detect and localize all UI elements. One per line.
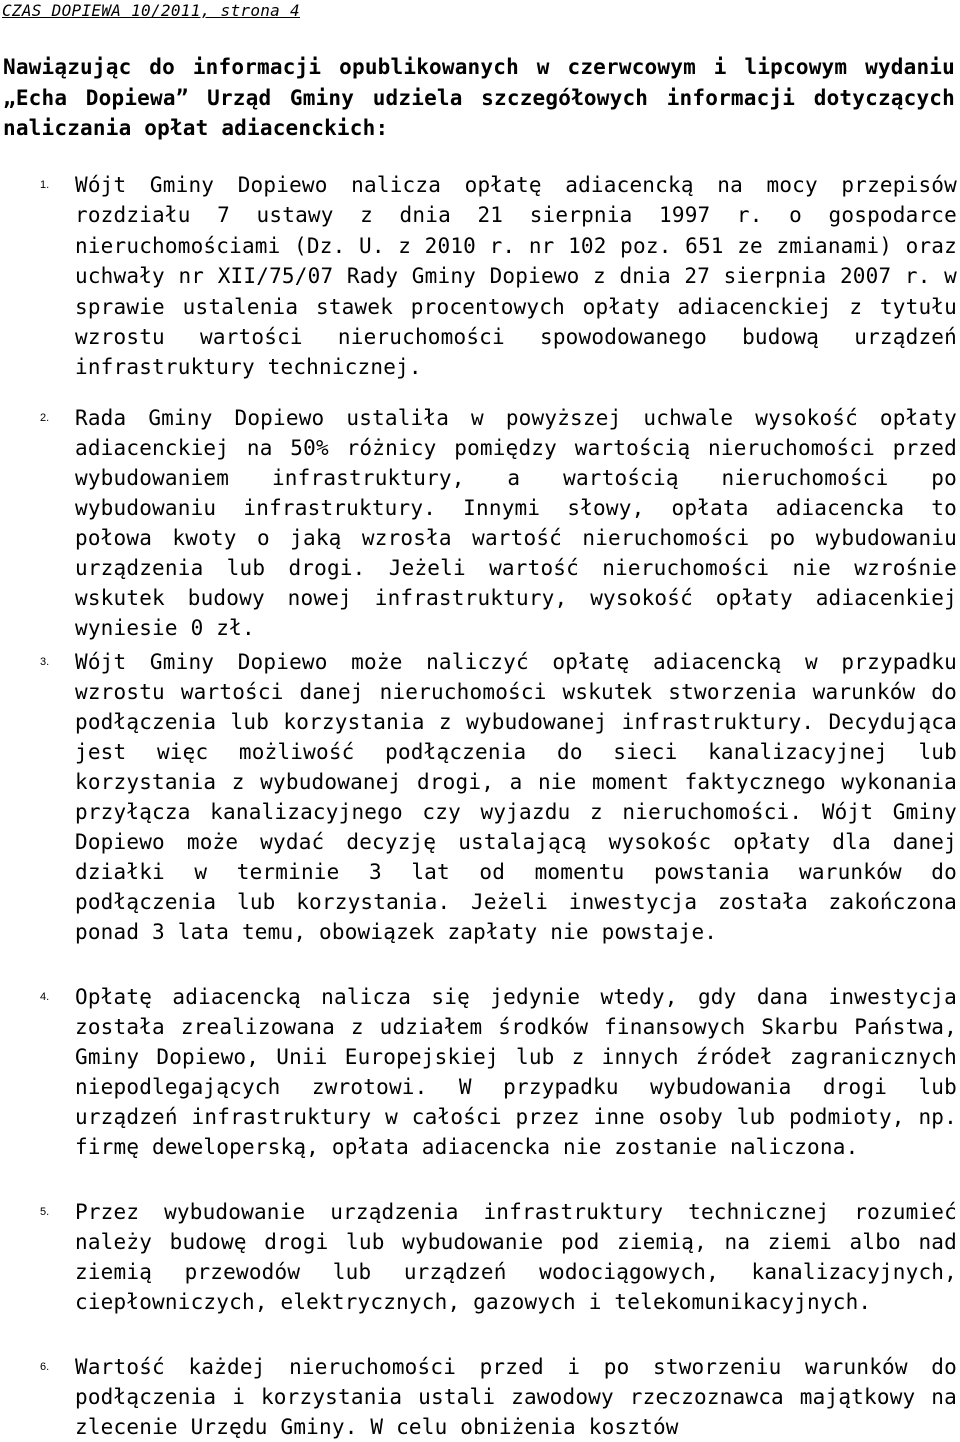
- list-item-number: 2.: [40, 412, 50, 424]
- list-item-number: 6.: [40, 1361, 50, 1373]
- numbered-list: [0, 170, 957, 1442]
- list-item-text: Rada Gminy Dopiewo ustaliła w powyższej uchwale wysokość opłaty adiacenckiej na 50% różnicy pomiędzy wartością nieruchomości przed wybudowaniem infrastruktury, a wartością nieruchomości po wybudowaniu infrastruktury. Innymi słowy, opłata adiacencka to połowa kwoty o jaką wzrosła wartość nieruchomości po wybudowaniu urządzenia lub drogi. Jeżeli wartość nieruchomości nie wzrośnie wskutek budowy nowej infrastruktury, wysokość opłaty adiacenkiej wyniesie 0 zł.: [75, 406, 957, 640]
- list-item: [0, 1352, 957, 1442]
- list-item-text: Wartość każdej nieruchomości przed i po stworzeniu warunków do podłączenia i korzystania ustali zawodowy rzeczoznawca majątkowy na zlecenie Urzędu Gminy. W celu obniżenia kosztów: [75, 1355, 957, 1439]
- list-item: [0, 1197, 957, 1352]
- page-header: CZAS DOPIEWA 10/2011, strona 4: [2, 1, 300, 20]
- list-item-number: 5.: [40, 1206, 50, 1218]
- list-item-text: Przez wybudowanie urządzenia infrastruktury technicznej rozumieć należy budowę drogi lub wybudowanie pod ziemią, na ziemi albo nad ziemią przewodów lub urządzeń wodociągowych, kanalizacyjnych, ciepłowniczych, elektrycznych, gazowych i telekomunikacyjnych.: [75, 1200, 957, 1314]
- list-item-text: Opłatę adiacencką nalicza się jedynie wtedy, gdy dana inwestycja została zrealizowana z udziałem środków finansowych Skarbu Państwa, Gminy Dopiewo, Unii Europejskiej lub z innych źródeł zagranicznych niepodlegających zwrotowi. W przypadku wybudowania drogi lub urządzeń infrastruktury w całości przez inne osoby lub podmioty, np. firmę deweloperską, opłata adiacencka nie zostanie naliczona.: [75, 985, 957, 1159]
- list-item: [0, 982, 957, 1197]
- list-item: [0, 647, 957, 982]
- list-item: [0, 170, 957, 403]
- list-item-number: 3.: [40, 656, 50, 668]
- list-item-number: 1.: [40, 179, 50, 191]
- list-item-text: Wójt Gminy Dopiewo nalicza opłatę adiacencką na mocy przepisów rozdziału 7 ustawy z dnia 21 sierpnia 1997 r. o gospodarce nieruchomościami (Dz. U. z 2010 r. nr 102 poz. 651 ze zmianami) oraz uchwały nr XII/75/07 Rady Gminy Dopiewo z dnia 27 sierpnia 2007 r. w sprawie ustalenia stawek procentowych opłaty adiacenckiej z tytułu wzrostu wartości nieruchomości spowodowanego budową urządzeń infrastruktury technicznej.: [75, 173, 957, 380]
- list-item-number: 4.: [40, 991, 50, 1003]
- intro-paragraph: Nawiązując do informacji opublikowanych w czerwcowym i lipcowym wydaniu „Echa Dopiewa” Urząd Gminy udziela szczegółowych informacji dotyczących naliczania opłat adiacenckich:: [3, 55, 955, 140]
- list-item: [0, 403, 957, 647]
- list-item-text: Wójt Gminy Dopiewo może naliczyć opłatę adiacencką w przypadku wzrostu wartości danej nieruchomości wskutek stworzenia warunków do podłączenia lub korzystania z wybudowanej infrastruktury. Decydująca jest więc możliwość podłączenia do sieci kanalizacyjnej lub korzystania z wybudowanej drogi, a nie moment faktycznego wykonania przyłącza kanalizacyjnego czy wyjazdu z nieruchomości. Wójt Gminy Dopiewo może wydać decyzję ustalającą wysokośc opłaty dla danej działki w terminie 3 lat od momentu powstania warunków do podłączenia lub korzystania. Jeżeli inwestycja została zakończona ponad 3 lata temu, obowiązek zapłaty nie powstaje.: [75, 650, 957, 944]
